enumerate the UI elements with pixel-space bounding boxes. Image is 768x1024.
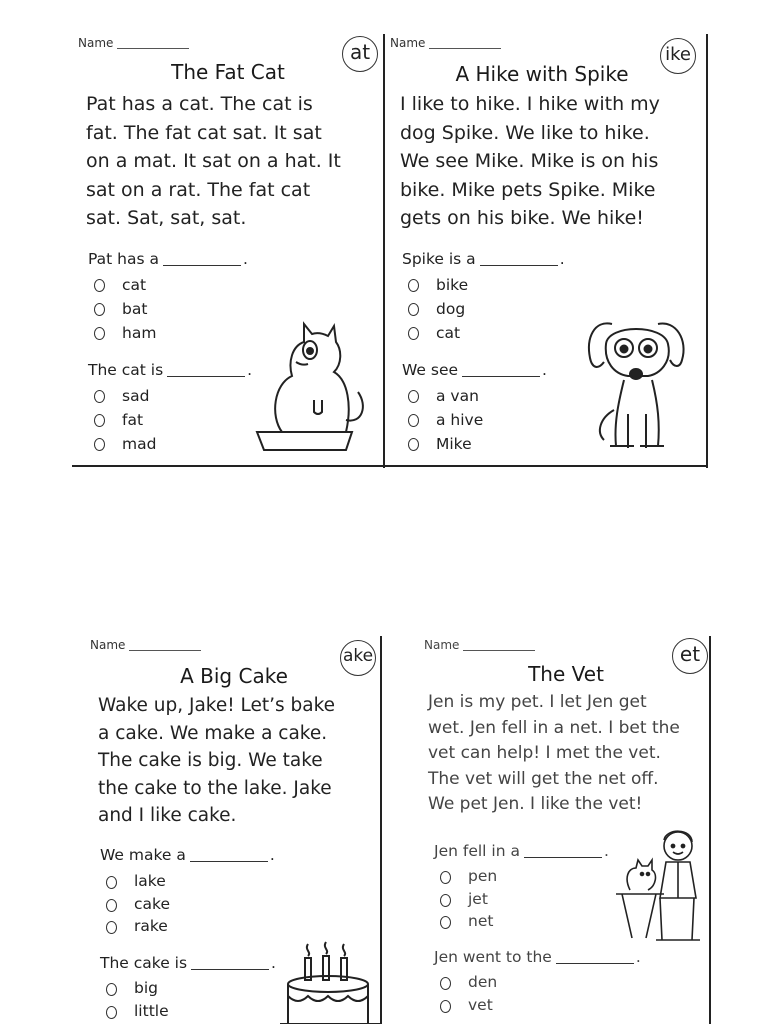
name-field[interactable]: Name <box>390 36 501 50</box>
question-1: Pat has a . <box>88 250 248 268</box>
question-1-options <box>102 870 170 938</box>
vet-icon <box>616 828 706 948</box>
question-1: We make a . <box>100 846 275 864</box>
card-border <box>380 636 382 1024</box>
answer-option[interactable]: ham <box>90 321 156 345</box>
question-2: The cat is . <box>88 361 253 379</box>
worksheet-card-hike-with-spike <box>384 32 708 468</box>
story-text: I like to hike. I hike with my dog Spike. We like to hike. We see Mike. Mike is on his bike. Mike pets Spike. Mike gets on his bike. We hike! <box>400 93 660 229</box>
question-1: Jen fell in a . <box>434 842 609 860</box>
word-family-badge: at <box>342 36 378 72</box>
story-title: A Big Cake <box>180 664 288 688</box>
answer-option[interactable]: rake <box>102 915 170 938</box>
answer-option[interactable]: fat <box>90 408 156 432</box>
question-2-options <box>102 977 169 1022</box>
question-2-options <box>404 384 483 456</box>
dog-icon <box>584 314 694 454</box>
word-family-badge: et <box>672 638 708 674</box>
worksheet-card-fat-cat <box>72 32 384 468</box>
card-border <box>709 636 711 1024</box>
answer-option[interactable]: a hive <box>404 408 483 432</box>
card-border <box>72 465 708 467</box>
answer-option[interactable]: a van <box>404 384 483 408</box>
answer-option[interactable]: sad <box>90 384 156 408</box>
name-field[interactable]: Name <box>90 638 201 652</box>
story-title: A Hike with Spike <box>455 62 629 86</box>
story-title: The Vet <box>528 662 604 686</box>
question-1: Spike is a . <box>402 250 565 268</box>
cat-icon <box>252 320 382 460</box>
name-field[interactable]: Name <box>424 638 535 652</box>
card-border <box>706 34 708 468</box>
answer-option[interactable]: lake <box>102 870 170 893</box>
answer-option[interactable]: den <box>436 971 497 994</box>
story-title: The Fat Cat <box>171 60 285 84</box>
answer-option[interactable]: pen <box>436 865 497 888</box>
question-2-options <box>436 971 497 1016</box>
question-1-options <box>404 273 468 345</box>
cake-icon <box>280 940 382 1024</box>
question-2: The cake is . <box>100 954 276 972</box>
answer-option[interactable]: jet <box>436 888 497 911</box>
worksheet-card-big-cake <box>84 634 382 1024</box>
question-1-options <box>436 865 497 933</box>
answer-option[interactable]: bat <box>90 297 156 321</box>
question-2: Jen went to the . <box>434 948 641 966</box>
answer-option[interactable]: big <box>102 977 169 1000</box>
story-text: Pat has a cat. The cat is fat. The fat cat sat. It sat on a mat. It sat on a hat. It sat on a rat. The fat cat sat. Sat, sat, sat. <box>86 93 341 229</box>
answer-option[interactable]: bike <box>404 273 468 297</box>
answer-option[interactable]: vet <box>436 994 497 1017</box>
question-2: We see . <box>402 361 547 379</box>
answer-option[interactable]: Mike <box>404 432 483 456</box>
question-2-options <box>90 384 156 456</box>
story-text: Wake up, Jake! Let’s bake a cake. We make a cake. The cake is big. We take the cake to the lake. Jake and I like cake. <box>98 695 336 826</box>
card-border <box>383 34 385 468</box>
answer-option[interactable]: cake <box>102 893 170 916</box>
answer-option[interactable]: cat <box>90 273 156 297</box>
answer-option[interactable]: little <box>102 1000 169 1023</box>
name-field[interactable]: Name <box>78 36 189 50</box>
answer-option[interactable]: dog <box>404 297 468 321</box>
question-1-options <box>90 273 156 345</box>
story-text: Jen is my pet. I let Jen get wet. Jen fell in a net. I bet the vet can help! I met the vet. The vet will get the net off. We pet Jen. I like the vet! <box>428 692 680 814</box>
worksheet-card-the-vet <box>416 634 712 1024</box>
answer-option[interactable]: net <box>436 910 497 933</box>
word-family-badge: ike <box>660 38 696 74</box>
word-family-badge: ake <box>340 640 376 676</box>
answer-option[interactable]: mad <box>90 432 156 456</box>
answer-option[interactable]: cat <box>404 321 468 345</box>
